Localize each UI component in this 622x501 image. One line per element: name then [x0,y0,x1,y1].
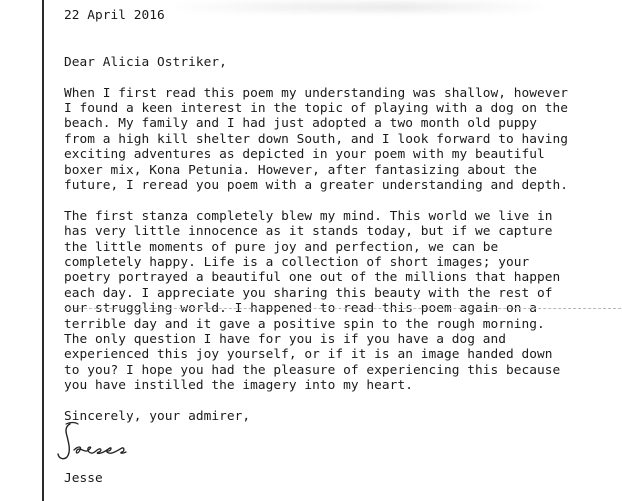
paragraph-line: you have instilled the imagery into my heart. [64,378,413,394]
paragraph-line: When I first read this poem my understanding was shallow, however [64,85,569,101]
signer-name: Jesse [64,471,103,486]
paragraph-line: The only question I have for you is if you have a dog and [64,332,506,348]
paragraph-line: the little moments of pure joy and perfection, we can be [64,239,499,255]
paragraph-line: poetry portrayed a beautiful one out of the millions that happen [64,270,561,286]
paragraph-line-faded: our struggling world. I happened to read this poem again on a [64,301,616,316]
paragraph-line: experienced this joy yourself, or if it is an image handed down [64,347,553,363]
paragraph-2 [64,209,616,394]
paragraph-line: I found a keen interest in the topic of playing with a dog on the [64,100,569,116]
paragraph-line: completely happy. Life is a collection of short images; your [64,255,530,271]
paragraph-line: each day. I appreciate you sharing this beauty with the rest of [64,285,553,301]
letter-salutation: Dear Alicia Ostriker, [64,54,227,70]
paragraph-line: beach. My family and I had just adopted a two month old puppy [64,116,538,132]
paragraph-1 [64,86,616,194]
page-margin-edge [0,0,44,501]
handwritten-signature [56,420,146,462]
paragraph-line: has very little innocence as it stands today, but if we capture [64,224,553,240]
signer-block [64,471,616,486]
paragraph-line: from a high kill shelter down South, and I look forward to having [64,131,569,147]
letter-date: 22 April 2016 [64,8,165,23]
paragraph-line: boxer mix, Kona Petunia. However, after fantasizing about the [64,162,538,178]
paragraph-line: terrible day and it gave a positive spin to the rough morning. [64,316,545,332]
letter-closing: Sincerely, your admirer, [64,409,251,425]
paragraph-line: future, I reread you poem with a greater understanding and depth. [64,177,569,193]
paragraph-line: exciting adventures as depicted in your poem with my beautiful [64,147,545,163]
letter-body [64,8,616,425]
paragraph-line: to you? I hope you had the pleasure of experiencing this because [64,362,561,378]
paragraph-line: The first stanza completely blew my mind. This world we live in [64,208,553,224]
